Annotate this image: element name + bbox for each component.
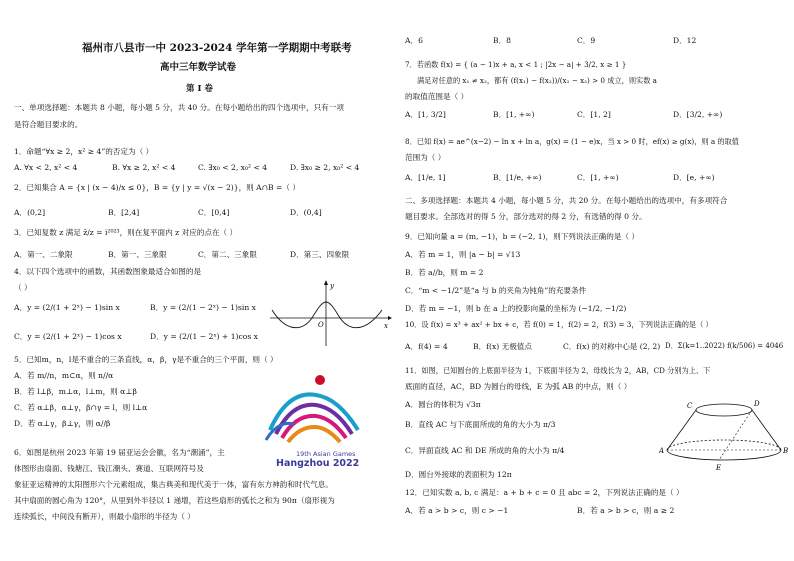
point-d-label: D: [754, 400, 760, 408]
q8-option-a: A．[1/e, 1]: [405, 173, 446, 182]
q4-graph: [268, 280, 392, 350]
q4-y-arrow: [324, 280, 328, 285]
q11-line1: 11．如图，已知圆台的上底面半径为 1，下底面半径为 2，母线长为 2，AB，CD 分别为上、下: [405, 366, 711, 375]
q7-option-d: D．[3/2, +∞): [673, 110, 723, 119]
q12-option-a: A．若 a > b > c，则 c > −1: [405, 506, 509, 515]
q2-option-a: A．(0,2]: [14, 208, 46, 217]
asian-games-logo: [258, 370, 376, 470]
q2-option-c: C．[0,4]: [198, 208, 230, 217]
segment-de: [719, 410, 752, 460]
logo-line2: Hangzhou 2022: [276, 458, 360, 469]
section2-intro: 二、多项选择题：本题共 4 小题，每小题 5 分，共 20 分。在每小题给出的选项中，有多项符合: [405, 196, 728, 205]
q12-stem: 12．已知实数 a, b, c 满足：a + b + c = 0 且 abc = 2，下列说法正确的是（ ）: [405, 488, 684, 497]
volume-label: 第 I 卷: [186, 84, 213, 94]
q7-stem-c: 的取值范围是（ ）: [405, 92, 469, 101]
q6-option-b: B．8: [493, 36, 512, 45]
q9-option-d: D．若 m = −1，则 b 在 a 上的投影向量的坐标为 (−1/2, −1/2): [405, 304, 627, 313]
q6-line1: 6．如图是杭州 2023 年第 19 届亚运会会徽，名为“潮涌”，主: [14, 448, 225, 457]
q4-option-d: D．y = (2/(1 − 2ˣ) + 1)cos x: [150, 332, 258, 341]
q11-frustum-figure: [659, 398, 789, 473]
exam-title: 福州市八县市一中 2023-2024 学年第一学期期中考联考: [82, 42, 352, 54]
section1-intro: 一、单项选择题：本题共 8 小题，每小题 5 分，共 40 分。在每小题给出的四个选项中，只有一项: [14, 103, 344, 112]
right-column: [397, 0, 794, 561]
q10-option-d: D．Σ(k=1..2022) f(k/506) = 4046: [665, 342, 784, 350]
q11-line2: 底面的直径，AC，BD 为圆台的母线，E 为弧 AB 的中点，则（ ）: [405, 382, 632, 391]
q7-stem-b: 满足对任意的 x₁ ≠ x₂，都有 (f(x₁) − f(x₂))/(x₁ − x₂) > 0 成立，则实数 a: [417, 76, 657, 85]
q8-stem-b: 范围为（ ）: [405, 153, 446, 162]
q2-option-b: B．[2,4]: [108, 208, 140, 217]
point-e-label: E: [716, 464, 722, 472]
q2-stem: 2．已知集合 A = {x | (x − 4)/x ≤ 0}，B = {y | y = √(x − 2)}，则 A∩B =（ ）: [14, 183, 300, 192]
q7-stem-a: 7．若函数 f(x) = { (a − 1)x + a, x < 1 ; |2x − a| + 3/2, x ≥ 1 }: [405, 60, 627, 69]
q12-option-b: B．若 a > b > c，则 a ≥ 2: [577, 506, 675, 515]
q6-line4: 其中扇面的圆心角为 120°，从里到外半径以 1 递增，若这些扇形的弧长之和为 90π（扇形视为: [14, 496, 335, 505]
q6-line5: 连续弧长，中间没有断开），则最小扇形的半径为（ ）: [14, 512, 195, 521]
q5-option-c: C．若 α⊥β，α⊥γ，β∩γ = l，则 l⊥α: [14, 403, 148, 412]
q8-option-b: B．[1/e, +∞): [493, 173, 542, 182]
q11-option-a: A．圆台的体积为 √3π: [405, 400, 481, 409]
q9-option-a: A．若 m = 1，则 |a − b| = √13: [405, 250, 521, 259]
q4-y-label: y: [330, 282, 334, 290]
q3-option-b: B．第一、三象限: [108, 250, 167, 259]
q4-option-c: C．y = (2/(1 + 2ˣ) − 1)cos x: [14, 332, 122, 341]
q4-option-b: B．y = (2/(1 − 2ˣ) − 1)sin x: [150, 303, 256, 312]
q3-option-d: D．第三、四象限: [290, 250, 350, 259]
q6-line3: 象征亚运精神的太阳图形六个元素组成，集古典美和现代美于一体，富有东方神韵和时代气息。: [14, 480, 333, 489]
q8-stem-a: 8．已知 f(x) = ae^(x−2) − ln x + ln a，g(x) = (1 − e)x，当 x > 0 时，ef(x) ≥ g(x)，则 a 的取值: [405, 137, 739, 146]
q5-option-d: D．若 α⊥γ，β⊥γ，则 α//β: [14, 419, 111, 428]
q1-option-c: C. ∃x₀ < 2, x₀² < 4: [198, 163, 268, 172]
top-ellipse: [696, 404, 752, 416]
q4-origin-label: O: [318, 321, 324, 329]
logo-emblem: [258, 370, 376, 450]
q3-stem: 3．已知复数 z 满足 z̄/z = i²⁰²³，则在复平面内 z 对应的点在（ ）: [14, 228, 238, 237]
sun-icon: [315, 375, 325, 385]
q10-stem: 10．设 f(x) = x³ + ax² + bx + c，若 f(0) = 1，f(2) = 2，f(3) = 3，下列说法正确的是（ ）: [405, 320, 713, 329]
q4-x-arrow: [388, 316, 392, 320]
q9-option-b: B．若 a//b，则 m = 2: [405, 268, 484, 277]
section2-intro-cont: 题目要求。全部选对的得 5 分，部分选对的得 2 分，有选错的得 0 分。: [405, 212, 647, 221]
q4-stem: 4．以下四个选项中的函数，其函数图象最适合如图的是: [14, 267, 202, 276]
q9-option-c: C．“m < −1/2”是“a 与 b 的夹角为钝角”的充要条件: [405, 286, 587, 295]
point-b-label: B: [783, 447, 789, 455]
wave-stroke: [288, 427, 340, 442]
section1-intro-cont: 是符合题目要求的。: [14, 120, 83, 129]
q8-option-d: D．[e, +∞): [673, 173, 715, 182]
generatrix-ac: [667, 410, 696, 450]
q1-stem: 1．命题“∀x ≥ 2，x² ≥ 4”的否定为（ ）: [14, 147, 154, 156]
q11-option-d: D．圆台外接球的表面积为 12π: [405, 470, 512, 479]
q6-option-a: A．6: [405, 36, 423, 45]
q1-option-d: D. ∃x₀ ≥ 2, x₀² < 4: [290, 163, 360, 172]
exam-subtitle: 高中三年数学试卷: [160, 62, 237, 73]
q9-stem: 9．已知向量 a = (m, −1)，b = (−2, 1)，则下列说法正确的是（ ）: [405, 232, 640, 241]
q8-option-c: C．[1, +∞): [577, 173, 619, 182]
q4-option-a: A．y = (2/(1 + 2ˣ) − 1)sin x: [14, 303, 120, 312]
q7-option-a: A．[1, 3/2]: [405, 110, 446, 119]
q10-option-b: B．f(x) 无极值点: [473, 342, 532, 351]
q4-x-label: x: [384, 322, 388, 330]
q10-option-c: C．f(x) 的对称中心是 (2, 2): [563, 342, 661, 351]
q1-option-b: B. ∀x ≥ 2, x² < 4: [112, 163, 176, 172]
q4-paren: （ ）: [14, 283, 32, 292]
point-c-label: C: [687, 402, 693, 410]
q10-option-a: A．f(4) = 4: [405, 342, 448, 351]
point-a-label: A: [659, 447, 665, 455]
bottom-ellipse-front: [667, 450, 781, 460]
q3-option-c: C．第二、三象限: [198, 250, 257, 259]
q6-option-d: D．12: [673, 36, 697, 45]
q5-option-a: A．若 m//n，m⊂α，则 n//α: [14, 371, 114, 380]
q7-option-b: B．[1, +∞): [493, 110, 535, 119]
generatrix-bd: [752, 410, 781, 450]
logo-line1: 19th Asian Games: [296, 450, 356, 458]
q7-option-c: C．[1, 2]: [577, 110, 611, 119]
q6-line2: 体图形由扇面、钱塘江、钱江潮头、赛道、互联网符号及: [14, 464, 204, 473]
bottom-ellipse-back: [667, 440, 781, 450]
q3-option-a: A．第一、二象限: [14, 250, 73, 259]
q6-option-c: C．9: [577, 36, 596, 45]
q4-curve: [272, 302, 382, 328]
q11-option-c: C．异面直线 AC 和 DE 所成的角的大小为 π/4: [405, 446, 565, 455]
q11-option-b: B．直线 AC 与下底面所成的角的大小为 π/3: [405, 420, 556, 429]
q2-option-d: D．(0,4]: [290, 208, 322, 217]
q1-option-a: A. ∀x < 2, x² < 4: [14, 163, 78, 172]
q5-stem: 5．已知m，n，l是不重合的三条直线，α，β，γ是不重合的三个平面，则（ ）: [14, 355, 278, 364]
q5-option-b: B．若 l⊥β，m⊥α，l⊥m，则 α⊥β: [14, 387, 137, 396]
